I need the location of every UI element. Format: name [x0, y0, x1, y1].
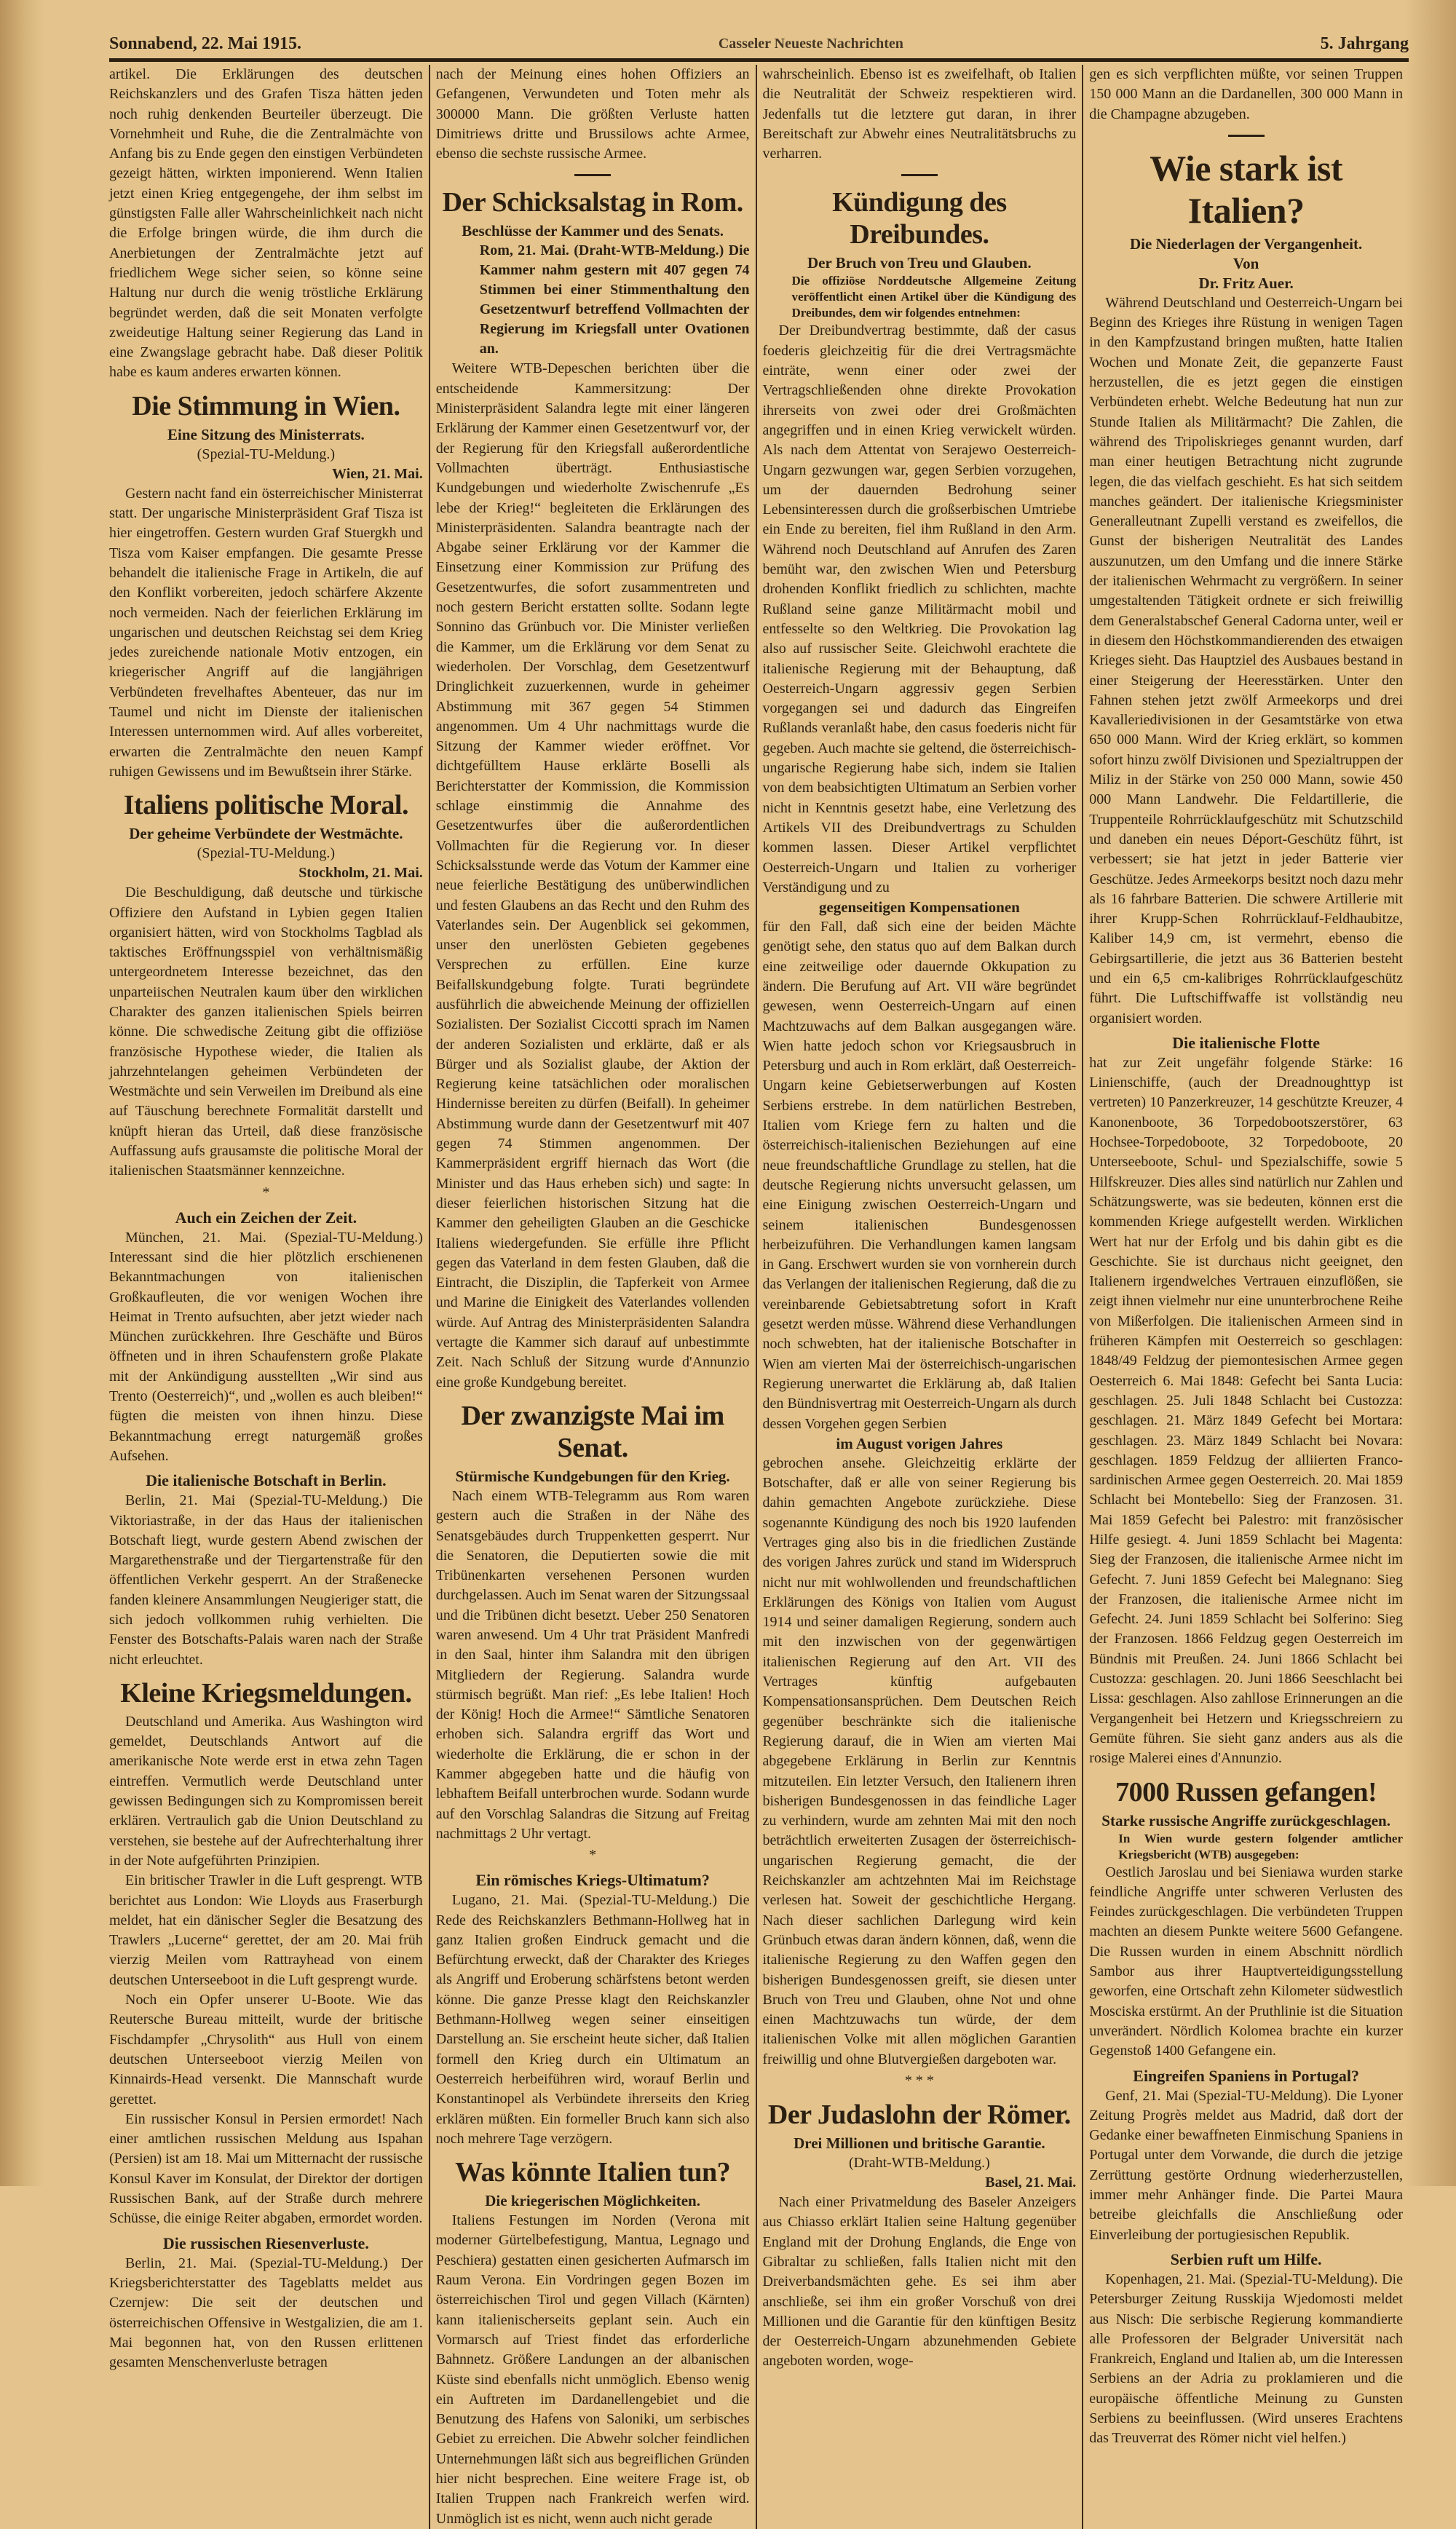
body-paragraph: Ein russischer Konsul in Persien ermordet! Nach einer amtlichen russischen Meldung aus Ispahan (Persien) ist am 18. Mai um Mitternacht der russische Konsul Kaver im Konsulat, der Direktor der dortigen Russischen Bank, auf der Straße durch mehrere Schüsse, die einige Reiter abgaben, ermordet worden. [109, 2110, 423, 2227]
body-paragraph: Während Deutschland und Oesterreich-Ungarn bei Beginn des Krieges ihre Rüstung in wenigen Tagen in den Kampfzustand bringen mußten, hatte Italien Wochen und Monate Zeit, die gepanzerte Faust herzustellen, die es jetzt gegen die einstigen Verbündeten erhebt. Welche Bedeutung hat nun zur Stunde Italien als Militärmacht? Die Zahlen, die während des Tripoliskrieges genannt wurden, darf man einer heutigen Betrachtung nicht zugrunde legen, die das vielfach geschieht. Es hat sich seitdem manches geändert. Der italienische Kriegsminister Generalleutnant Zupelli verstand es zweifellos, die Gunst der bisherigen Neutralität des Landes auszunutzen, um den Umfang und die innere Stärke der italienischen Wehrmacht zu vergrößern. In seiner umgestaltenden Tätigkeit ordnete er sich freiwillig dem Generalstabschef General Cadorna unter, weil er in diesem den Höchstkommandierenden des etwaigen Krieges sieht. Das Hauptziel des Ausbaues bestand in einer Steigerung der Heeresstärken. Unter den Fahnen stehen jetzt zwölf Armeekorps und drei Kavalleriedivisionen in der Gesamtstärke von etwa 650 000 Mann. Wird der Krieg erklärt, so kommen sofort hinzu zwölf Divisionen und Spezialtruppen der Miliz in der Stärke von 250 000 Mann, sowie 450 000 Mann Landwehr. Die Feldartillerie, die Truppenteile Rohrrücklaufgeschütz mit Schutzschild und daneben ein neues Déport-Geschütz führt, ist verbessert; sie hat jetzt in jeder Batterie vier Geschütze. Jedes Armeekorps besitzt noch dazu mehr als 16 fahrbare Batterien. Die schwere Artillerie mit ihrer Krupp-Schen Rohrrücklauf-Feldhaubitze, Kaliber 14,9 cm, ist vermehrt, ebenso die Gebirgsartillerie, die jetzt aus 36 Batterien besteht und ein 6,5 cm-kalibriges Rohrrücklaufgeschütz führt. Die Luftschiffwaffe ist vollständig neu organisiert worden. [1089, 294, 1403, 1026]
body-paragraph: Noch ein Opfer unserer U-Boote. Wie das Reutersche Bureau mitteilt, wurde der britische Fischdampfer „Chrysolith“ aus Hull von einem deutschen Unterseeboot vierzig Meilen von Kinnairds-Head versenkt. Die Mannschaft wurde gerettet. [109, 1992, 423, 2108]
body-paragraph: Deutschland und Amerika. Aus Washington wird gemeldet, Deutschlands Antwort auf die amerikanische Note werde erst in etwa zehn Tagen eintreffen. Vermutlich werde Deutschland unter gewissen Bedingungen sich zu Kompromissen bereit erklären. Vertraulich gab die Union Deutschland zu verstehen, sie bestehe auf der Aufrechterhaltung ihrer in der Note aufgeführten Prinzipien. [109, 1713, 423, 1869]
body-paragraph: Nach einem WTB-Telegramm aus Rom waren gestern auch die Straßen in der Nähe des Senatsgebäudes durch Truppenketten gesperrt. Nur die Senatoren, die Deputierten sowie die mit Tribünenkarten versehenen Personen wurden durchgelassen. Auch im Senat waren der Sitzungssaal und die Tribünen dicht besetzt. Ueber 250 Senatoren waren anwesend. Um 4 Uhr trat Präsident Manfredi in den Saal, hinter ihm Salandra mit den übrigen Mitgliedern der Regierung. Salandra wurde stürmisch begrüßt. Man rief: „Es lebe Italien! Hoch der König! Hoch die Armee!“ Sämtliche Senatoren erhoben sich. Salandra ergriff das Wort und wiederholte die Erklärung, die er schon in der Kammer abgegeben hatte und die häufig von lebhaftem Beifall unterbrochen wurde. Sodann wurde auf den Vorschlag Salandras die Sitzung auf Freitag nachmittags 2 Uhr vertagt. [435, 1487, 750, 1842]
separator-rule [574, 174, 611, 176]
headline: Kündigung des Dreibundes. [832, 187, 1007, 250]
section-headline: Ein römisches Kriegs-Ultimatum? [475, 1871, 710, 1890]
body-paragraph: Berlin, 21. Mai (Spezial-TU-Meldung.) Die Viktoriastraße, in der das Haus der italienischen Botschaft liegt, wurde gestern Abend zwischen der Margarethenstraße und der Tiergartenstraße für den öffentlichen Verkehr gesperrt. An der Straßenecke fanden kleinere Ansammlungen Neugieriger statt, die sich jedoch vollkommen ruhig verhielten. Die Fenster des Botschafts-Palais waren nach der Straße nicht erleuchtet. [109, 1492, 423, 1668]
page-binding-edge [0, 0, 44, 2186]
masthead [109, 29, 1409, 54]
body-paragraph: Gestern nacht fand ein österreichischer Ministerrat statt. Der ungarische Ministerpräsident Graf Tisza ist hier eingetroffen. Gestern wurden Graf Stuergkh und Tisza vom Kaiser empfangen. Die gesamte Presse behandelt die italienische Frage in Artikeln, die auf den Konflikt vorbereiten, jedoch schärfere Akzente noch vermeiden. Nach der feierlichen Erklärung im ungarischen und deutschen Reichstag sei dem Krieg jedes zureichende nationale Motiv entzogen, ein kriegerischer Angriff auf die langjährigen Verbündeten frevelhaftes Abenteuer, das nur im Taumel und nicht im Dienste der italienischen Interessen unternommen wird. Auf alles vorbereitet, erwarten die Zentralmächte den neuen Kampf ruhigen Gewissens und im Bewußtsein ihrer Stärke. [109, 485, 423, 780]
headline: Der zwanzigste Mai im Senat. [461, 1400, 724, 1463]
lead-paragraph: Rom, 21. Mai. (Draht-WTB-Meldung.) Die Kammer nahm gestern mit 407 gegen 74 Stimmen bei einer Stimmenthaltung den Gesetzentwurf betreffend Vollmachten der Regierung im Kriegsfall unter Ovationen an. [479, 242, 750, 357]
issue-date: Sonnabend, 22. Mai 1915. [109, 34, 302, 53]
body-paragraph: für den Fall, daß sich eine der beiden Mächte genötigt sehe, den status quo auf dem Balkan durch eine zeitweilige oder dauernde Okkupation zu ändern. Die Berufung auf Art. VII wäre begründet gewesen, wenn Oesterreich-Ungarn auf einen Machtzuwachs auf dem Balkan ausgegangen wäre. Wien hatte jedoch schon vor Kriegsausbruch in Petersburg und auch in Rom erklärt, daß Oesterreich-Ungarn keine Gebietserwerbungen auf Kosten Serbiens erstrebe. In dem natürlichen Bestreben, Italien vom Kriege fern zu halten und die österreichisch-italienischen Beziehungen auf eine neue freundschaftliche Grundlage zu stellen, hat die deutsche Regierung nichts unversucht gelassen, um eine Einigung zwischen Oesterreich-Ungarn und seinem italienischen Bundesgenossen herbeizuführen. Die Verhandlungen kamen langsam in Gang. Erschwert wurden sie von vornherein durch das Verlangen der italienischen Regierung, daß die zu vereinbarende Gebietsabtretung sofort in Kraft gesetzt werden müsse. Während diese Verhandlungen noch schwebten, hat der italienische Botschafter in Wien am vierten Mai der österreichisch-ungarischen Regierung unerwartet die Erklärung ab, daß Italien den Bündnisvertrag mit Oesterreich-Ungarn als durch dessen Vorgehen gegen Serbien [762, 919, 1077, 1432]
headline: Der Judaslohn der Römer. [767, 2099, 1071, 2131]
section-headline: Auch ein Zeichen der Zeit. [175, 1208, 357, 1227]
separator-asterisk: * [262, 1184, 270, 1200]
headline: Die Stimmung in Wien. [132, 390, 400, 422]
dateline: Stockholm, 21. Mai. [298, 865, 423, 882]
column-1 [109, 65, 430, 2529]
body-paragraph: Weitere WTB-Depeschen berichten über die entscheidende Kammersitzung: Der Ministerpräsident Salandra legte mit einer längeren Erklärung der Kammer einen Gesetzentwurf vor, der der Regierung für den Kriegsfall außerordentliche Vollmachten überträgt. Enthusiastische Kundgebungen und wiederholte Zwischenrufe „Es lebe der Krieg!“ begleiteten die Erklärungen des Ministerpräsidenten. Salandra beantragte nach der Abgabe seiner Erklärung vor der Kammer die Einsetzung einer Kommission zur Prüfung des Gesetzentwurfes, die sofort zusammentreten und noch gestern Bericht erstatten sollte. Sodann legte Sonnino das Grünbuch vor. Die Minister verließen die Kammer, um die Erklärung vor dem Senat zu wiederholen. Der Vorschlag, dem Gesetzentwurf Dringlichkeit zuzuerkennen, wurde in geheimer Abstimmung mit 367 gegen 54 Stimmen angenommen. Um 4 Uhr nachmittags wurde die Sitzung der Kammer wieder eröffnet. Vor dichtgefülltem Hause erklärte Boselli als Berichterstatter der Kommission, die Kommission schlage einstimmig die Annahme des Gesetzentwurfes über die außerordentlichen Vollmachten für die Regierung vor. In dieser Schicksalsstunde werde das Votum der Kammer eine neue feierliche Bestätigung des unüberwindlichen und festen Glaubens an das Recht und den Ruhm des Vaterlandes sein. Der Augenblick sei gekommen, unser den unerlösten Gebieten gegebenes Versprechen zu erfüllen. Eine kurze Beifallskundgebung folgte. Turati begründete ausführlich die abweichende Meinung der offiziellen Sozialisten. Der Sozialist Ciccotti sprach im Namen der anderen Sozialisten und erklärte, daß er als Bürger und als Sozialist glaube, der Aktion der Regierung keine tatsächlichen oder moralischen Hindernisse bereiten zu dürfen (Beifall). In geheimer Abstimmung wurde dann der Gesetzentwurf mit 407 gegen 74 Stimmen angenommen. Der Kammerpräsident ergriff hiernach das Wort (die Minister und das Haus erheben sich) und sagte: In dieser feierlichen historischen Sitzung hat die Kammer den geheiligten Glauben an die Geschicke Italiens wiedergefunden. Sie erfülle ihre Pflicht gegen das Vaterland in dem festen Glauben, daß die Eintracht, die Disziplin, die Tapferkeit von Armee und Marine die Einigkeit des Vaterlandes vollenden würde. Auf Antrag des Ministerpräsidenten Salandra vertagte die Kammer sich darauf auf unbestimmte Zeit. Nach Schluß der Sitzung wurde d'Annunzio eine große Kundgebung bereitet. [435, 360, 750, 1390]
dateline: Basel, 21. Mai. [985, 2174, 1077, 2191]
subheadline: Drei Millionen und britische Garantie. [794, 2134, 1045, 2153]
body-paragraph: gen es sich verpflichten müßte, vor seinen Truppen 150 000 Mann an die Dardanellen, 300 000 Mann in die Champagne abzugeben. [1089, 66, 1403, 122]
subheadline: Stürmische Kundgebungen für den Krieg. [455, 1467, 730, 1485]
separator-asterisk: * [589, 1847, 597, 1864]
separator-rule [901, 174, 938, 176]
subheadline: Eine Sitzung des Ministerrats. [167, 425, 365, 443]
newspaper-title: Casseler Neueste Nachrichten [718, 36, 903, 52]
subheadline: Dr. Fritz Auer. [1198, 274, 1294, 292]
separator-rule [1228, 135, 1265, 137]
column-2 [430, 65, 757, 2529]
section-headline: Serbien ruft um Hilfe. [1170, 2249, 1322, 2268]
section-headline: Die italienische Botschaft in Berlin. [146, 1471, 387, 1490]
subheadline: im August vorigen Jahres [836, 1434, 1003, 1452]
subheadline: Der Bruch von Treu und Glauben. [807, 254, 1032, 272]
headline: Wie stark ist Italien? [1150, 147, 1343, 231]
body-paragraph: artikel. Die Erklärungen des deutschen Reichskanzlers und des Grafen Tisza hätten jeden noch ruhig denkenden Beurteiler überzeugt. Die Vornehmheit und Ruhe, die die Zentralmächte von Anfang bis zu Ende gegen den einstigen Verbündeten gezeigt hätten, wirkten imponierend. Wenn Italien jetzt einen Krieg entgegengehe, der ihm selbst im günstigsten Falle aller Wahrscheinlichkeit nach nicht die Erfolge bringen würde, die ihm durch die Anerbietungen der Zentralmächte jetzt auf friedlichem Wege sicher seien, so könne seine Haltung nur durch die wenig tröstliche Erklärung begründet werden, daß die seit Monaten verfolgte zweideutige Haltung seiner Regierung das Land in eine Zwangslage gebracht habe. Daß dieser Politik habe es kaum anderes erwarten können. [109, 66, 423, 381]
source-line: (Spezial-TU-Meldung.) [197, 845, 336, 862]
columns [109, 65, 1409, 2529]
editorial-note: Die offiziöse Norddeutsche Allgemeine Zeitung veröffentlicht einen Artikel über die Kündigung des Dreibundes, dem wir folgendes entnehmen: [791, 274, 1077, 320]
subheadline: Die Niederlagen der Vergangenheit. [1130, 234, 1363, 253]
headline: Was könnte Italien tun? [455, 2157, 731, 2188]
subheadline: Von [1233, 254, 1259, 272]
body-paragraph: wahrscheinlich. Ebenso ist es zweifelhaft, ob Italien die Neutralität der Schweiz respektieren wird. Jedenfalls tut die letztere gut daran, in ihrer Bereitschaft zur Abwehr eines Neutralitätsbruchs zu verharren. [762, 66, 1077, 162]
dateline: Wien, 21. Mai. [332, 465, 423, 482]
subheadline: gegenseitigen Kompensationen [818, 898, 1020, 917]
body-paragraph: Nach einer Privatmeldung des Baseler Anzeigers aus Chiasso erklärt Italien seine Haltung gegenüber England mit der Drohung Englands, die Enge von Gibraltar zu schließen, falls Italien nicht mit den Dreiverbandsmächten gehe. Es sei ihm aber anschließe, sei ihm ein großer Vorschuß von drei Millionen und die Garantie für den künftigen Besitz der Oesterreich-Ungarn abzunehmenden Gebiete angeboten worden, woge- [762, 2194, 1077, 2370]
body-paragraph: Kopenhagen, 21. Mai. (Spezial-TU-Meldung). Die Petersburger Zeitung Russkija Wjedomosti meldet aus Nisch: Die serbische Regierung kommandierte alle Professoren der Belgrader Universität nach Frankreich, England und Italien ab, um die Interessen Serbiens an der Adria zu proklamieren und die europäische öffentliche Meinung zu Gunsten Serbiens zu beeinflussen. (Wird unseres Erachtens das Treuverrat des Römer nicht viel helfen.) [1089, 2271, 1403, 2447]
section-headline: Die russischen Riesenverluste. [162, 2233, 369, 2252]
headline: Der Schicksalstag in Rom. [442, 187, 743, 218]
section-headline: Die italienische Flotte [1172, 1033, 1321, 1052]
source-line: (Spezial-TU-Meldung.) [197, 446, 336, 462]
subheadline: Die kriegerischen Möglichkeiten. [485, 2192, 700, 2210]
subheadline: Der geheime Verbündete der Westmächte. [129, 825, 403, 843]
subheadline: Starke russische Angriffe zurückgeschlagen. [1101, 1811, 1390, 1829]
body-paragraph: München, 21. Mai. (Spezial-TU-Meldung.) Interessant sind die hier plötzlich erschienenen Bekanntmachungen von italienischen Großkaufleuten, die vor wenigen Wochen ihre Heimat in Trento aufsuchten, aber jetzt wieder nach München zurückkehren. Ihre Geschäfte und Büros öffneten und in ihren Schaufenstern große Plakate mit der Ankündigung ausstellten „Wir sind aus Trento (Oesterreich)“, und „wollen es auch bleiben!“ fügten die meisten von ihnen hinzu. Diese Bekanntmachung erregt naturgemäß großes Aufsehen. [109, 1229, 423, 1464]
body-paragraph: Genf, 21. Mai (Spezial-TU-Meldung). Die Lyoner Zeitung Progrès meldet aus Madrid, daß dort der Gedanke einer bewaffneten Einmischung Spaniens in Portugal unter dem Vorwande, die durch die jetzige Zerrüttung gestörte Ordnung wiederherzustellen, immer mehr Anhänger finde. Die Partei Maura betreibe gleichfalls die Anschließung oder Einverleibung der portugiesischen Republik. [1089, 2087, 1403, 2243]
body-paragraph: Die Beschuldigung, daß deutsche und türkische Offiziere den Aufstand in Lybien gegen Italien organisiert hätten, wird von Stockholms Tagblad als taktisches Eröffnungsspiel von verhältnismäßig untergeordnetem Interesse bezeichnet, das den unparteiischen Neutralen kaum über den wirklichen Charakter des ganzen italienischen Spiels beirren könne. Die schwedische Zeitung gibt die offiziöse französische Hypothese wieder, die Italien als jahrzehntelangen geheimen Verbündeten der Westmächte und sein Verweilen im Dreibund als eine auf Täuschung berechnete Formalität darstellt und knüpft hieran das Urteil, daß diese französische Auffassung aufs grausamste die politische Moral der italienischen Staatsmänner kennzeichne. [109, 884, 423, 1179]
editorial-note: In Wien wurde gestern folgender amtlicher Kriegsbericht (WTB) ausgegeben: [1118, 1831, 1403, 1861]
body-paragraph: Oestlich Jaroslau und bei Sieniawa wurden starke feindliche Angriffe unter schweren Verlusten des Feindes zurückgeschlagen. Die verbündeten Truppen machten an diesem Punkte weitere 5600 Gefangene. Die Russen wurden in einem Abschnitt nördlich Sambor aus ihrer Hauptverteidigungsstellung geworfen, eine Ortschaft zehn Kilometer südwestlich Mosciska erstürmt. An der Pruthlinie ist die Situation unverändert. Nördlich Kolomea brachte ein kurzer Gegenstoß 1400 Gefangene ein. [1089, 1864, 1403, 2059]
separator-asterisk: * * * [904, 2073, 934, 2089]
body-paragraph: Ein britischer Trawler in die Luft gesprengt. WTB berichtet aus London: Wie Lloyds aus Fraserburgh meldet, hat ein dänischer Segler die Besatzung des Trawlers „Lucerne“ gerettet, der am 20. Mai früh vierzig Meilen vom Rattrayhead von einem deutschen Unterseeboot in die Luft gesprengt wurde. [109, 1872, 423, 1988]
body-paragraph: Der Dreibundvertrag bestimmte, daß der casus foederis gleichzeitig für die drei Vertragsmächte einträte, wenn einer oder zwei der Vertragschließenden ohne direkte Provokation ihrerseits von zwei oder drei Großmächten angegriffen und in einen Krieg verwickelt würden. Als nach dem Attentat von Serajewo Oesterreich-Ungarn gezwungen war, gegen Serbien vorzugehen, um der dauernden Bedrohung seiner Lebensinteressen durch die großserbischen Umtriebe ein Ende zu bereiten, fiel ihm Rußland in den Arm. Während noch Deutschland auf Anrufen des Zaren bemüht war, den zwischen Wien und Petersburg drohenden Konflikt friedlich zu schlichten, machte Rußland seine ganze Militärmacht mobil und entfesselte so den Weltkrieg. Die Provokation lag also auf russischer Seite. Gleichwohl erachtete die italienische Regierung mit der Behauptung, daß Oesterreich-Ungarn aggressiv gegen Serbien vorgegangen sei und dadurch das Eingreifen Rußlands veranlaßt habe, den casus foederis nicht für gegeben. Auch machte sie geltend, die österreichisch-ungarische Regierung habe sich, indem sie Italien von dem beabsichtigten Ultimatum an Serbien vorher nicht in Kenntnis gesetzt habe, eine Verletzung des Artikels VII des Dreibundvertrags zu Schulden kommen lassen. Dieser Artikel verpflichtet Oesterreich-Ungarn und Italien zu vorheriger Verständigung und zu [762, 322, 1077, 895]
column-3 [757, 65, 1084, 2529]
body-paragraph: nach der Meinung eines hohen Offiziers an Gefangenen, Verwundeten und Toten mehr als 300000 Mann. Die größten Verluste hatten Dimitriews dritte und Brussilows achte Armee, ebenso die sechste russische Armee. [435, 66, 750, 162]
body-paragraph: Lugano, 21. Mai. (Spezial-TU-Meldung.) Die Rede des Reichskanzlers Bethmann-Hollweg hat in ganz Italien großen Eindruck gemacht und die Befürchtung erweckt, daß der Charakter des Krieges als Angriff und Eroberung schärfstens betont werden könne. Die ganze Presse klagt den Reichskanzler Bethmann-Hollweg wegen seiner einseitigen Darstellung an. Sie erscheint heute sicher, daß Italien formell den Krieg durch ein Ultimatum an Oesterreich herbeiführen wird, worauf Berlin und Konstantinopel als Verbündete ihrerseits den Krieg erklären müßten. Ein formeller Bruch kann sich also noch mehrere Tage verzögern. [435, 1892, 750, 2147]
body-paragraph: Italiens Festungen im Norden (Verona mit moderner Gürtelbefestigung, Mantua, Legnago und Peschiera) gestatten einen gesicherten Aufmarsch im Raum Verona. Ein Vordringen gegen Bozen im österreichischen Tirol und gegen Villach (Kärnten) kann italienischerseits geplant sein. Auch ein Vormarsch auf Triest findet das erforderliche Bahnnetz. Größere Landungen an der albanischen Küste sind ebenfalls nicht unmöglich. Ebenso wenig ein Auftreten im Dardanellengebiet und die Benutzung des Hafens von Saloniki, um serbisches Gebiet zu erreichen. Die Abwehr solcher feindlichen Unternehmungen läßt sich aus begreiflichen Gründen hier nicht besprechen. Eine weitere Frage ist, ob Italien Truppen nach Frankreich werfen wird. Unmöglich ist es nicht, wenn auch nicht gerade [435, 2212, 750, 2527]
body-paragraph: gebrochen ansehe. Gleichzeitig erklärte der Botschafter, daß er alle von seiner Regierung bis dahin gemachten Angebote zurückziehe. Diese sogenannte Kündigung des noch bis 1920 laufenden Vertrages ging also bis in die friedlichen Zustände des vorigen Jahres zurück und stand im Widerspruch nicht nur mit wohlwollenden und freundschaftlichen Erklärungen des Königs von Italien vom August 1914 und seiner damaligen Regierung, sondern auch mit den inzwischen von der gegenwärtigen italienischen Regierung auf den Art. VII des Vertrages künftig aufgebauten Kompensationsansprüchen. Dem Deutschen Reich gegenüber beschränkte sich die italienische Regierung darauf, die in Wien am vierten Mai abgegebene Erklärung in Berlin zur Kenntnis mitzuteilen. Ein letzter Versuch, den Italienern ihren bisherigen Bundesgenossen in das feindliche Lager zu verhindern, wurde am zehnten Mai mit den noch beträchtlich erweiterten Zusagen der österreichisch-ungarischen Regierung gemacht, die der Reichskanzler am achtzehnten Mai im Reichstage verlesen hat. Soweit der geschichtliche Hergang. Nach dieser sachlichen Darlegung wird kein Grünbuch etwas daran ändern können, daß, wenn die italienische Regierung zu den Waffen gegen den bisherigen Bundesgenossen greift, sie diesen unter Bruch von Treu und Glauben, ohne Not und ohne einen Machtzuwachs tun würde, der dem italienischen Volke mit allen möglichen Garantien freiwillig und ohne Blutvergießen dargeboten war. [762, 1455, 1077, 2067]
section-headline: Eingreifen Spaniens in Portugal? [1133, 2066, 1359, 2085]
source-line: (Draht-WTB-Meldung.) [848, 2155, 990, 2172]
subheadline: Beschlüsse der Kammer und des Senats. [462, 222, 724, 240]
headline: 7000 Russen gefangen! [1115, 1776, 1377, 1808]
page-right-edge [1405, 0, 1456, 2186]
headline: Italiens politische Moral. [123, 790, 408, 821]
masthead-rule [109, 58, 1409, 62]
newspaper-page [109, 29, 1409, 2529]
body-paragraph: Berlin, 21. Mai. (Spezial-TU-Meldung.) Der Kriegsberichterstatter des Tageblatts meldet aus Czernjew: Die seit der deutschen und österreichischen Offensive in Westgalizien, die am 1. Mai begonnen hat, von den Russen erlittenen gesamten Menschenverluste betragen [109, 2255, 423, 2371]
volume-number: 5. Jahrgang [1320, 34, 1409, 53]
headline: Kleine Kriegsmeldungen. [120, 1677, 412, 1709]
body-paragraph: hat zur Zeit ungefähr folgende Stärke: 16 Linienschiffe, (auch der Dreadnoughttyp ist vertreten) 10 Panzerkreuzer, 14 geschützte Kreuzer, 4 Kanonenboote, 36 Torpedobootszerstörer, 63 Hochsee-Torpedoboote, 32 Torpedoboote, 20 Unterseeboote, Schul- und Spezialschiffe, sowie 5 Hilfskreuzer. Dies alles sind natürlich nur Zahlen und Schätzungswerte, was sie bedeuten, können erst die kommenden Kriege aufgestellt werden. Wirklichen Wert hat nur der Erfolg und bis dahin gibt es die Geschichte. Sie ist durchaus nicht geeignet, den Italienern irgendwelches Vertrauen einzuflößen, sie zeigt ihnen vielmehr nur eine ununterbrochene Reihe von Mißerfolgen. Die italienischen Armeen sind in früheren Kämpfen mit Oesterreich so geschlagen: 1848/49 Feldzug der piemontesischen Armee gegen Oesterreich 6. Mai 1848: Gefecht bei Santa Lucia: geschlagen. 25. Juli 1848 Schlacht bei Custozza: geschlagen. 21. März 1849 Gefecht bei Mortara: geschlagen. 23. März 1849 Schlacht bei Novara: geschlagen. 1859 Feldzug der alliierten Franco-sardinischen Armee gegen Oesterreich. 20. Mai 1859 Schlacht bei Montebello: Sieg der Franzosen. 31. Mai 1859 Gefecht bei Palestro: mit französischer Hilfe gesiegt. 4. Juni 1859 Schlacht bei Magenta: Sieg der Franzosen, die italienische Armee nicht im Gefecht. 7. Juni 1859 Gefecht bei Malegnano: Sieg der Franzosen, die italienische Armee nicht im Gefecht. 24. Juni 1859 Schlacht bei Solferino: Sieg der Franzosen. 1866 Feldzug gegen Oesterreich im Bündnis mit Preußen. 24. Juni 1866 Schlacht bei Custozza: geschlagen. 20. Juni 1866 Seeschlacht bei Lissa: geschlagen. Also zahllose Erinnerungen an die Vergangenheit bei Hetzern und Kriegsschreiern zu Gemüte führen. Sie sieht ganz anders aus als die rosige Malerei eines d'Annunzio. [1089, 1054, 1403, 1767]
column-4 [1083, 65, 1409, 2529]
